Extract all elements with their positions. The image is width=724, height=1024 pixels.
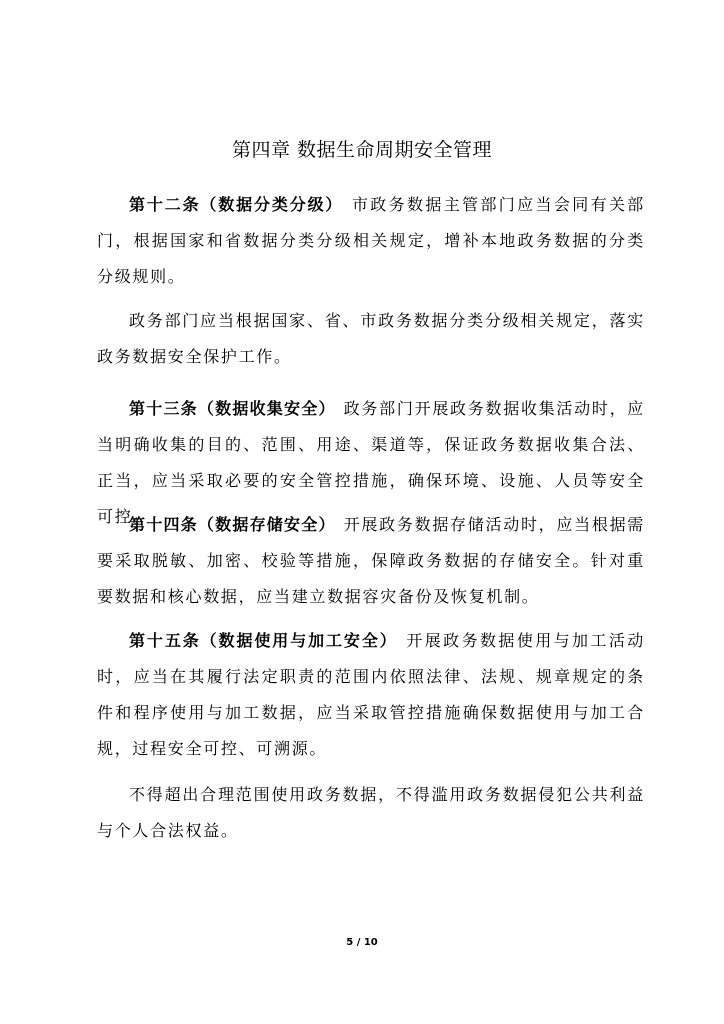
article-15-paragraph-2 [97, 777, 645, 849]
article-12 [97, 187, 645, 295]
article-14-heading: 第十四条（数据存储安全） [129, 515, 336, 534]
chapter-title: 第四章 数据生命周期安全管理 [231, 139, 493, 161]
article-15 [97, 623, 645, 767]
article-14 [97, 507, 645, 615]
article-12-heading: 第十二条（数据分类分级） [129, 195, 344, 214]
article-14-body: 开展政务数据存储活动时，应当根据需要采取脱敏、加密、校验等措施，保障政务数据的存储安全。针对重要数据和核心数据，应当建立数据容灾备份及恢复机制。 [97, 515, 645, 606]
page-number: 5 / 10 [346, 937, 378, 948]
article-15-paragraph-2-body: 不得超出合理范围使用政务数据，不得滥用政务数据侵犯公共利益与个人合法权益。 [97, 785, 645, 840]
article-12-paragraph-2-body: 政务部门应当根据国家、省、市政务数据分类分级相关规定，落实政务数据安全保护工作。 [97, 311, 645, 366]
article-13-body: 政务部门开展政务数据收集活动时，应当明确收集的目的、范围、用途、渠道等，保证政务数据收集合法、正当，应当采取必要的安全管控措施，确保环境、设施、人员等安全可控。 [97, 399, 645, 526]
article-12-body: 市政务数据主管部门应当会同有关部门，根据国家和省数据分类分级相关规定，增补本地政务数据的分类分级规则。 [97, 195, 646, 286]
article-15-heading: 第十五条（数据使用与加工安全） [129, 631, 398, 650]
article-13-heading: 第十三条（数据收集安全） [129, 399, 336, 418]
article-12-paragraph-2 [97, 303, 645, 375]
article-15-body: 开展政务数据使用与加工活动时，应当在其履行法定职责的范围内依照法律、法规、规章规定的条件和程序使用与加工数据，应当采取管控措施确保数据使用与加工合规，过程安全可控、可溯源。 [97, 631, 645, 758]
